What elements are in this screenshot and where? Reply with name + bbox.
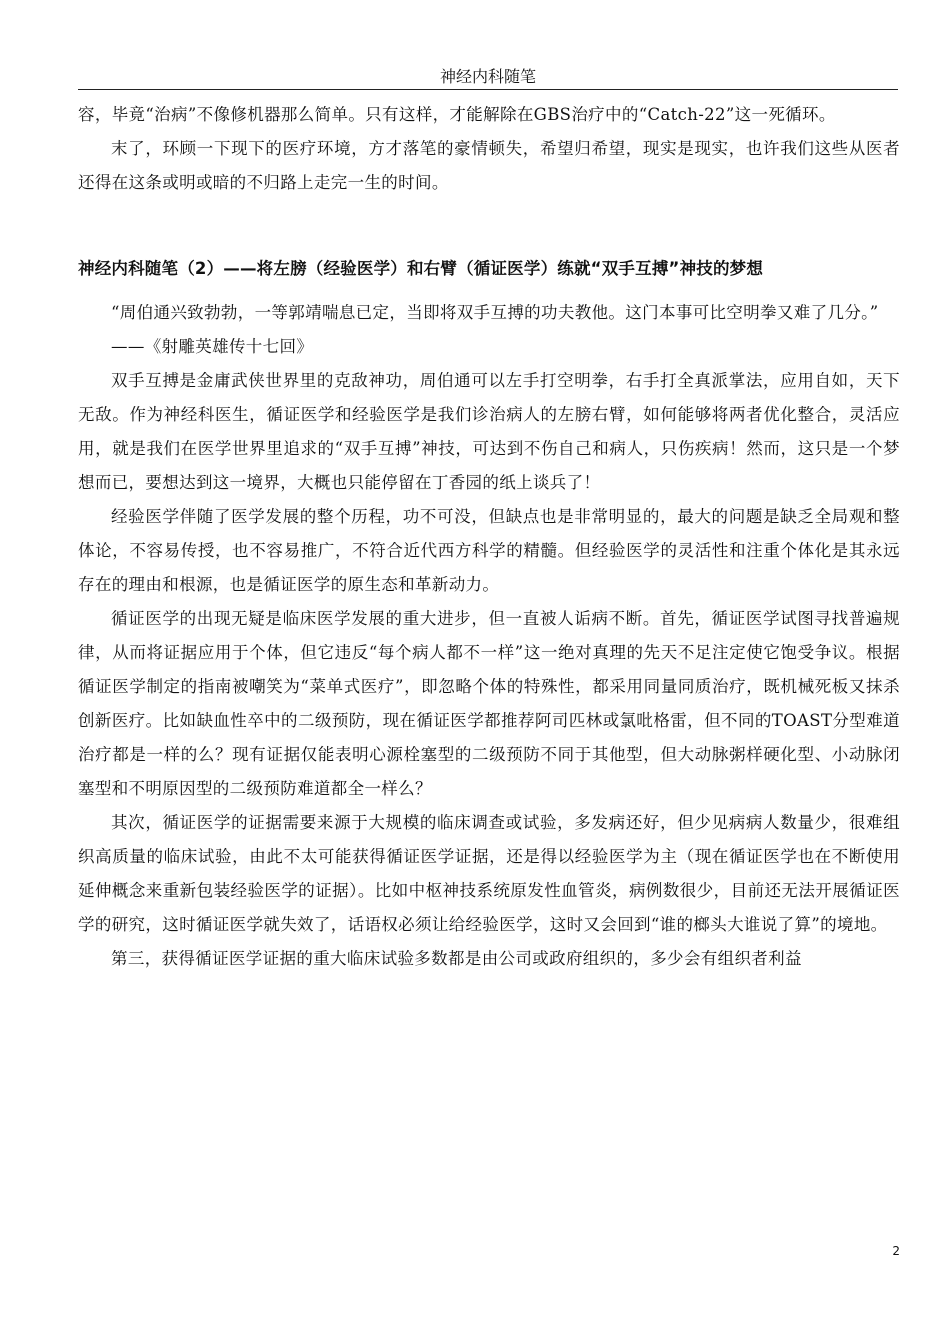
paragraph: 末了，环顾一下现下的医疗环境，方才落笔的豪情顿失，希望归希望，现实是现实，也许我们这些从医者还得在这条或明或暗的不归路上走完一生的时间。 [78, 139, 900, 192]
section-heading: 神经内科随笔（2）——将左膀（经验医学）和右臂（循证医学）练就“双手互搏”神技的梦想 [78, 259, 764, 278]
paragraph: 循证医学的出现无疑是临床医学发展的重大进步，但一直被人诟病不断。首先，循证医学试图寻找普遍规律，从而将证据应用于个体，但它违反“每个病人都不一样”这一绝对真理的先天不足注定使它饱受争议。根据循证医学制定的指南被嘲笑为“菜单式医疗”，即忽略个体的特殊性，都采用同量同质治疗，既机械死板又抹杀创新医疗。比如缺血性卒中的二级预防，现在循证医学都推荐阿司匹林或氯吡格雷，但不同的TOAST分型难道治疗都是一样的么？现有证据仅能表明心源栓塞型的二级预防不同于其他型，但大动脉粥样硬化型、小动脉闭塞型和不明原因型的二级预防难道都全一样么？ [78, 609, 900, 798]
document-body [78, 98, 900, 976]
epigraph-quote: “周伯通兴致勃勃，一等郭靖喘息已定，当即将双手互搏的功夫教他。这门本事可比空明拳又难了几分。” [111, 303, 879, 322]
paragraph: 双手互搏是金庸武侠世界里的克敌神功，周伯通可以左手打空明拳，右手打全真派掌法，应用自如，天下无敌。作为神经科医生，循证医学和经验医学是我们诊治病人的左膀右臂，如何能够将两者优化整合，灵活应用，就是我们在医学世界里追求的“双手互搏”神技，可达到不伤自己和病人，只伤疾病！然而，这只是一个梦想而已，要想达到这一境界，大概也只能停留在丁香园的纸上谈兵了！ [78, 371, 900, 492]
paragraph: 其次，循证医学的证据需要来源于大规模的临床调查或试验，多发病还好，但少见病病人数量少，很难组织高质量的临床试验，由此不太可能获得循证医学证据，还是得以经验医学为主（现在循证医学也在不断使用延伸概念来重新包装经验医学的证据）。比如中枢神技系统原发性血管炎，病例数很少，目前还无法开展循证医学的研究，这时循证医学就失效了，话语权必须让给经验医学，这时又会回到“谁的榔头大谁说了算”的境地。 [78, 813, 900, 934]
section-spacer [78, 200, 900, 252]
page-number: 2 [892, 1244, 900, 1258]
paragraph: 经验医学伴随了医学发展的整个历程，功不可没，但缺点也是非常明显的，最大的问题是缺乏全局观和整体论，不容易传授，也不容易推广，不符合近代西方科学的精髓。但经验医学的灵活性和注重个体化是其永远存在的理由和根源，也是循证医学的原生态和革新动力。 [78, 507, 900, 594]
paragraph-continued: 容，毕竟“治病”不像修机器那么简单。只有这样，才能解除在GBS治疗中的“Catch-22”这一死循环。 [78, 105, 836, 124]
paragraph-continues: 第三，获得循证医学证据的重大临床试验多数都是由公司或政府组织的，多少会有组织者利益 [111, 949, 802, 968]
running-header-title: 神经内科随笔 [439, 67, 536, 86]
header-divider [78, 89, 898, 90]
heading-spacer [78, 286, 900, 296]
epigraph-source: ——《射雕英雄传十七回》 [111, 337, 314, 356]
